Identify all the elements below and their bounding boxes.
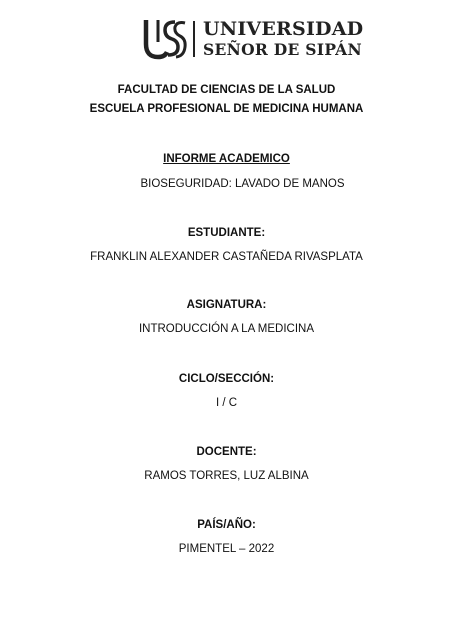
cycle-value: I / C [215,397,238,409]
country-year-value: PIMENTEL – 2022 [178,543,275,555]
report-heading: INFORME ACADEMICO [163,153,290,165]
uss-monogram-icon [143,18,187,60]
country-year-label: PAÍS/AÑO: [197,519,256,531]
logo-wordmark [203,20,363,58]
subject-label: ASIGNATURA: [186,299,267,311]
faculty-title: FACULTAD DE CIENCIAS DE LA SALUD [117,84,336,96]
school-title: ESCUELA PROFESIONAL DE MEDICINA HUMANA [89,103,364,115]
teacher-name: RAMOS TORRES, LUZ ALBINA [144,470,309,482]
report-topic: BIOSEGURIDAD: LAVADO DE MANOS [140,178,345,190]
subject-name: INTRODUCCIÓN A LA MEDICINA [138,323,315,335]
logo-divider [193,21,195,57]
student-label: ESTUDIANTE: [187,227,266,239]
logo-university-label: UNIVERSIDAD [203,18,364,40]
teacher-label: DOCENTE: [196,446,257,458]
cycle-label: CICLO/SECCIÓN: [178,373,275,385]
student-name: FRANKLIN ALEXANDER CASTAÑEDA RIVASPLATA [90,251,363,263]
university-logo [143,18,364,60]
logo-university-name: SEÑOR DE SIPÁN [203,40,362,59]
